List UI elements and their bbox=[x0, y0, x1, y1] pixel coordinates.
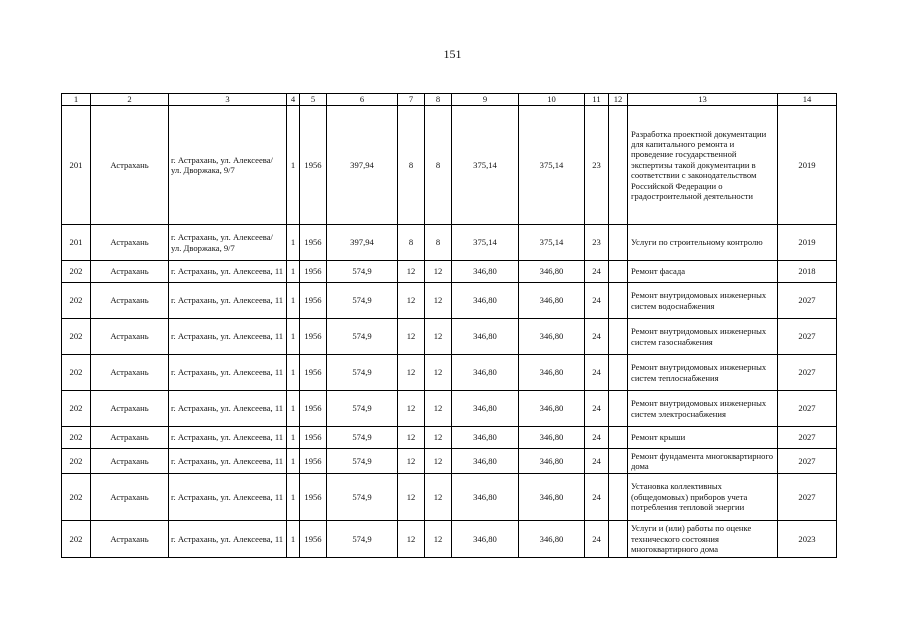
row-number-cell: 202 bbox=[62, 391, 91, 427]
address-cell: г. Астрахань, ул. Алексеева, 11 bbox=[169, 449, 287, 474]
column-number-cell: 13 bbox=[628, 94, 778, 106]
work-type-cell: Ремонт внутридомовых инженерных систем электроснабжения bbox=[628, 391, 778, 427]
area-cell: 574,9 bbox=[327, 427, 398, 449]
col7-cell: 12 bbox=[398, 391, 425, 427]
planned-year-cell: 2023 bbox=[778, 521, 837, 558]
col11-cell: 24 bbox=[585, 319, 609, 355]
area-cell: 574,9 bbox=[327, 474, 398, 521]
col12-cell bbox=[609, 225, 628, 261]
address-cell: г. Астрахань, ул. Алексеева, 11 bbox=[169, 261, 287, 283]
col9-cell: 346,80 bbox=[452, 449, 519, 474]
year-built-cell: 1956 bbox=[300, 319, 327, 355]
col12-cell bbox=[609, 391, 628, 427]
table-row bbox=[62, 319, 837, 355]
col7-cell: 8 bbox=[398, 106, 425, 225]
col4-cell: 1 bbox=[287, 319, 300, 355]
column-number-cell: 5 bbox=[300, 94, 327, 106]
col9-cell: 346,80 bbox=[452, 355, 519, 391]
col4-cell: 1 bbox=[287, 521, 300, 558]
col12-cell bbox=[609, 449, 628, 474]
address-cell: г. Астрахань, ул. Алексеева, 11 bbox=[169, 427, 287, 449]
col11-cell: 24 bbox=[585, 427, 609, 449]
col4-cell: 1 bbox=[287, 225, 300, 261]
col4-cell: 1 bbox=[287, 427, 300, 449]
col12-cell bbox=[609, 427, 628, 449]
col12-cell bbox=[609, 355, 628, 391]
work-type-cell: Разработка проектной документации для капитального ремонта и проведение государственной экспертизы такой документации в соответствии с законодательством Российской Федерации о градостроительной деятельности bbox=[628, 106, 778, 225]
planned-year-cell: 2027 bbox=[778, 474, 837, 521]
table-row bbox=[62, 391, 837, 427]
col12-cell bbox=[609, 261, 628, 283]
col11-cell: 24 bbox=[585, 355, 609, 391]
col12-cell bbox=[609, 521, 628, 558]
city-cell: Астрахань bbox=[91, 319, 169, 355]
col7-cell: 12 bbox=[398, 474, 425, 521]
city-cell: Астрахань bbox=[91, 391, 169, 427]
row-number-cell: 202 bbox=[62, 355, 91, 391]
col4-cell: 1 bbox=[287, 106, 300, 225]
table-row bbox=[62, 474, 837, 521]
year-built-cell: 1956 bbox=[300, 449, 327, 474]
col11-cell: 23 bbox=[585, 106, 609, 225]
table-row bbox=[62, 449, 837, 474]
col11-cell: 24 bbox=[585, 521, 609, 558]
col12-cell bbox=[609, 474, 628, 521]
row-number-cell: 202 bbox=[62, 521, 91, 558]
col9-cell: 346,80 bbox=[452, 391, 519, 427]
work-type-cell: Ремонт внутридомовых инженерных систем водоснабжения bbox=[628, 283, 778, 319]
address-cell: г. Астрахань, ул. Алексеева, 11 bbox=[169, 521, 287, 558]
planned-year-cell: 2027 bbox=[778, 427, 837, 449]
year-built-cell: 1956 bbox=[300, 261, 327, 283]
col4-cell: 1 bbox=[287, 474, 300, 521]
row-number-cell: 202 bbox=[62, 283, 91, 319]
area-cell: 574,9 bbox=[327, 283, 398, 319]
planned-year-cell: 2019 bbox=[778, 225, 837, 261]
work-type-cell: Ремонт внутридомовых инженерных систем теплоснабжения bbox=[628, 355, 778, 391]
col8-cell: 12 bbox=[425, 283, 452, 319]
col9-cell: 346,80 bbox=[452, 283, 519, 319]
year-built-cell: 1956 bbox=[300, 474, 327, 521]
column-number-cell: 8 bbox=[425, 94, 452, 106]
col4-cell: 1 bbox=[287, 391, 300, 427]
planned-year-cell: 2027 bbox=[778, 391, 837, 427]
city-cell: Астрахань bbox=[91, 355, 169, 391]
city-cell: Астрахань bbox=[91, 106, 169, 225]
column-number-cell: 9 bbox=[452, 94, 519, 106]
col10-cell: 346,80 bbox=[519, 283, 585, 319]
row-number-cell: 202 bbox=[62, 449, 91, 474]
area-cell: 574,9 bbox=[327, 391, 398, 427]
address-cell: г. Астрахань, ул. Алексеева, 11 bbox=[169, 319, 287, 355]
col12-cell bbox=[609, 319, 628, 355]
area-cell: 574,9 bbox=[327, 449, 398, 474]
col11-cell: 24 bbox=[585, 283, 609, 319]
col8-cell: 12 bbox=[425, 474, 452, 521]
work-type-cell: Ремонт фасада bbox=[628, 261, 778, 283]
col8-cell: 12 bbox=[425, 319, 452, 355]
planned-year-cell: 2027 bbox=[778, 355, 837, 391]
address-cell: г. Астрахань, ул. Алексеева/ ул. Дворжака, 9/7 bbox=[169, 225, 287, 261]
col8-cell: 12 bbox=[425, 521, 452, 558]
col12-cell bbox=[609, 283, 628, 319]
col7-cell: 12 bbox=[398, 283, 425, 319]
column-number-cell: 2 bbox=[91, 94, 169, 106]
planned-year-cell: 2027 bbox=[778, 449, 837, 474]
col9-cell: 346,80 bbox=[452, 427, 519, 449]
col10-cell: 375,14 bbox=[519, 225, 585, 261]
col11-cell: 24 bbox=[585, 449, 609, 474]
city-cell: Астрахань bbox=[91, 521, 169, 558]
address-cell: г. Астрахань, ул. Алексеева, 11 bbox=[169, 355, 287, 391]
col4-cell: 1 bbox=[287, 355, 300, 391]
repair-program-table bbox=[61, 93, 837, 558]
address-cell: г. Астрахань, ул. Алексеева, 11 bbox=[169, 283, 287, 319]
work-type-cell: Услуги и (или) работы по оценке технического состояния многоквартирного дома bbox=[628, 521, 778, 558]
col4-cell: 1 bbox=[287, 449, 300, 474]
table-row bbox=[62, 225, 837, 261]
col10-cell: 346,80 bbox=[519, 449, 585, 474]
col8-cell: 8 bbox=[425, 106, 452, 225]
planned-year-cell: 2027 bbox=[778, 283, 837, 319]
col4-cell: 1 bbox=[287, 261, 300, 283]
column-number-cell: 7 bbox=[398, 94, 425, 106]
col7-cell: 12 bbox=[398, 521, 425, 558]
column-number-cell: 11 bbox=[585, 94, 609, 106]
col11-cell: 24 bbox=[585, 391, 609, 427]
area-cell: 574,9 bbox=[327, 355, 398, 391]
address-cell: г. Астрахань, ул. Алексеева, 11 bbox=[169, 391, 287, 427]
city-cell: Астрахань bbox=[91, 283, 169, 319]
col7-cell: 8 bbox=[398, 225, 425, 261]
table-row bbox=[62, 261, 837, 283]
col10-cell: 346,80 bbox=[519, 427, 585, 449]
table-row bbox=[62, 106, 837, 225]
planned-year-cell: 2027 bbox=[778, 319, 837, 355]
col9-cell: 346,80 bbox=[452, 261, 519, 283]
col11-cell: 24 bbox=[585, 474, 609, 521]
col9-cell: 346,80 bbox=[452, 521, 519, 558]
city-cell: Астрахань bbox=[91, 225, 169, 261]
year-built-cell: 1956 bbox=[300, 283, 327, 319]
row-number-cell: 202 bbox=[62, 261, 91, 283]
city-cell: Астрахань bbox=[91, 261, 169, 283]
col10-cell: 346,80 bbox=[519, 521, 585, 558]
row-number-cell: 201 bbox=[62, 225, 91, 261]
row-number-cell: 202 bbox=[62, 319, 91, 355]
col7-cell: 12 bbox=[398, 319, 425, 355]
col9-cell: 375,14 bbox=[452, 225, 519, 261]
page-number: 151 bbox=[443, 47, 462, 61]
row-number-cell: 202 bbox=[62, 427, 91, 449]
column-number-cell: 6 bbox=[327, 94, 398, 106]
year-built-cell: 1956 bbox=[300, 225, 327, 261]
col7-cell: 12 bbox=[398, 355, 425, 391]
address-cell: г. Астрахань, ул. Алексеева, 11 bbox=[169, 474, 287, 521]
col8-cell: 8 bbox=[425, 225, 452, 261]
year-built-cell: 1956 bbox=[300, 391, 327, 427]
year-built-cell: 1956 bbox=[300, 355, 327, 391]
col8-cell: 12 bbox=[425, 427, 452, 449]
col7-cell: 12 bbox=[398, 261, 425, 283]
year-built-cell: 1956 bbox=[300, 427, 327, 449]
column-number-cell: 1 bbox=[62, 94, 91, 106]
column-number-cell: 3 bbox=[169, 94, 287, 106]
column-number-cell: 14 bbox=[778, 94, 837, 106]
work-type-cell: Ремонт внутридомовых инженерных систем газоснабжения bbox=[628, 319, 778, 355]
table-row bbox=[62, 521, 837, 558]
work-type-cell: Услуги по строительному контролю bbox=[628, 225, 778, 261]
area-cell: 574,9 bbox=[327, 521, 398, 558]
col10-cell: 346,80 bbox=[519, 474, 585, 521]
area-cell: 397,94 bbox=[327, 106, 398, 225]
year-built-cell: 1956 bbox=[300, 106, 327, 225]
col10-cell: 346,80 bbox=[519, 391, 585, 427]
city-cell: Астрахань bbox=[91, 449, 169, 474]
col10-cell: 346,80 bbox=[519, 355, 585, 391]
col11-cell: 23 bbox=[585, 225, 609, 261]
col8-cell: 12 bbox=[425, 261, 452, 283]
row-number-cell: 201 bbox=[62, 106, 91, 225]
city-cell: Астрахань bbox=[91, 427, 169, 449]
col12-cell bbox=[609, 106, 628, 225]
col8-cell: 12 bbox=[425, 391, 452, 427]
table-row bbox=[62, 283, 837, 319]
column-number-cell: 10 bbox=[519, 94, 585, 106]
address-cell: г. Астрахань, ул. Алексеева/ ул. Дворжака, 9/7 bbox=[169, 106, 287, 225]
column-number-row bbox=[62, 94, 837, 106]
table-row bbox=[62, 355, 837, 391]
col11-cell: 24 bbox=[585, 261, 609, 283]
area-cell: 397,94 bbox=[327, 225, 398, 261]
col9-cell: 346,80 bbox=[452, 319, 519, 355]
work-type-cell: Ремонт фундамента многоквартирного дома bbox=[628, 449, 778, 474]
col8-cell: 12 bbox=[425, 449, 452, 474]
col9-cell: 346,80 bbox=[452, 474, 519, 521]
area-cell: 574,9 bbox=[327, 261, 398, 283]
column-number-cell: 12 bbox=[609, 94, 628, 106]
col9-cell: 375,14 bbox=[452, 106, 519, 225]
city-cell: Астрахань bbox=[91, 474, 169, 521]
col10-cell: 375,14 bbox=[519, 106, 585, 225]
col10-cell: 346,80 bbox=[519, 261, 585, 283]
col7-cell: 12 bbox=[398, 449, 425, 474]
col10-cell: 346,80 bbox=[519, 319, 585, 355]
work-type-cell: Установка коллективных (общедомовых) приборов учета потребления тепловой энергии bbox=[628, 474, 778, 521]
work-type-cell: Ремонт крыши bbox=[628, 427, 778, 449]
planned-year-cell: 2019 bbox=[778, 106, 837, 225]
area-cell: 574,9 bbox=[327, 319, 398, 355]
col4-cell: 1 bbox=[287, 283, 300, 319]
row-number-cell: 202 bbox=[62, 474, 91, 521]
column-number-cell: 4 bbox=[287, 94, 300, 106]
planned-year-cell: 2018 bbox=[778, 261, 837, 283]
col7-cell: 12 bbox=[398, 427, 425, 449]
year-built-cell: 1956 bbox=[300, 521, 327, 558]
table-row bbox=[62, 427, 837, 449]
col8-cell: 12 bbox=[425, 355, 452, 391]
